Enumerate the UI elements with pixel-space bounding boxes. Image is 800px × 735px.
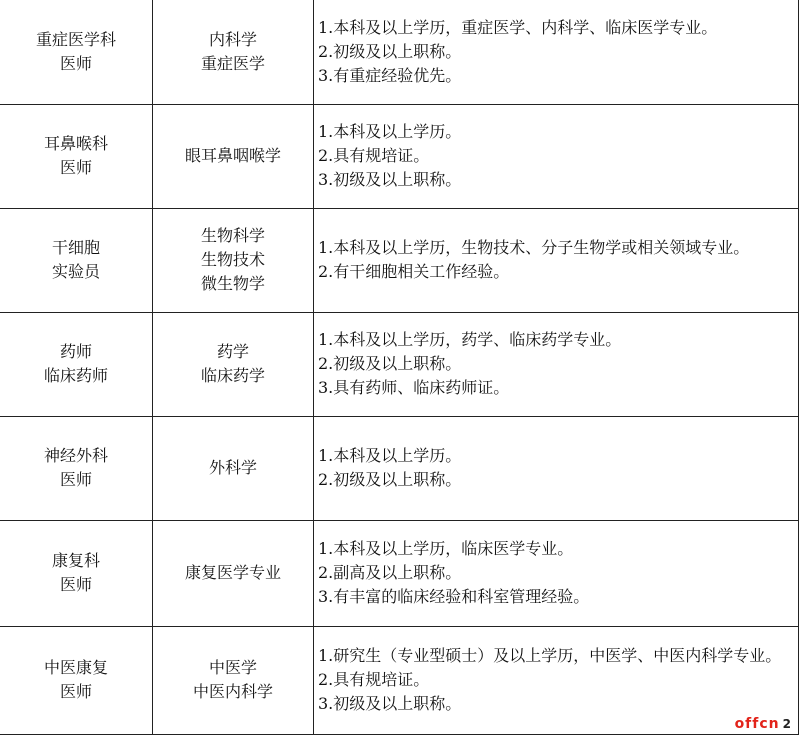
requirement-item: 2.初级及以上职称。 [318,470,462,489]
requirement-item: 3.有重症经验优先。 [318,65,462,85]
major-item: 眼耳鼻咽喉学 [184,146,281,165]
major-item: 中医内科学 [192,682,273,701]
requirement-item: 1.本科及以上学历，生物技术、分子生物学或相关领域专业。 [318,238,750,257]
table-row [0,520,799,626]
position-name: 康复科 [51,551,100,570]
requirement-item: 2.副高及以上职称。 [318,563,462,582]
position-cell [0,104,153,208]
major-cell [153,312,314,416]
table-row [0,208,799,312]
position-cell [0,416,153,520]
major-item: 内科学 [208,29,257,49]
major-item: 重症医学 [200,53,265,73]
requirement-item: 2.初级及以上职称。 [318,354,462,373]
position-cell [0,520,153,626]
position-title: 医师 [59,575,92,594]
requirement-item: 1.本科及以上学历。 [318,446,462,465]
position-name: 耳鼻喉科 [43,134,108,153]
requirements-cell [314,312,799,416]
requirement-item: 1.本科及以上学历，临床医学专业。 [318,539,574,558]
position-title: 医师 [59,53,92,73]
major-cell [153,626,314,734]
major-item: 微生物学 [200,274,265,293]
major-item: 生物技术 [200,250,265,269]
position-title: 医师 [59,470,92,489]
position-name: 重症医学科 [35,29,116,49]
position-cell [0,208,153,312]
table-row [0,0,799,104]
major-item: 临床药学 [200,366,265,385]
major-item: 外科学 [208,458,257,477]
watermark-logo [735,716,792,732]
major-cell [153,416,314,520]
requirement-item: 2.具有规培证。 [318,146,430,165]
position-title: 实验员 [51,262,100,281]
major-cell [153,520,314,626]
requirement-item: 2.有干细胞相关工作经验。 [318,262,510,281]
position-name: 神经外科 [43,446,108,465]
position-name: 药师 [59,342,92,361]
requirement-item: 1.本科及以上学历，药学、临床药学专业。 [318,330,622,349]
requirement-item: 3.初级及以上职称。 [318,694,462,713]
position-title: 临床药师 [43,366,108,385]
major-cell [153,0,314,104]
requirement-item: 3.初级及以上职称。 [318,170,462,189]
watermark-brand: offcn [734,716,780,732]
position-title: 医师 [59,158,92,177]
requirements-cell [314,208,799,312]
table-row [0,626,799,734]
requirements-cell [314,416,799,520]
major-cell [153,208,314,312]
requirement-item: 1.研究生（专业型硕士）及以上学历，中医学、中医内科学专业。 [318,646,782,665]
requirements-cell [314,626,799,734]
position-name: 干细胞 [51,238,100,257]
page-number: 2 [782,717,792,731]
position-cell [0,312,153,416]
position-cell [0,626,153,734]
major-item: 康复医学专业 [184,563,281,582]
major-item: 药学 [216,342,249,361]
requirements-cell [314,520,799,626]
requirement-item: 2.初级及以上职称。 [318,41,462,61]
requirement-item: 2.具有规培证。 [318,670,430,689]
table-row [0,104,799,208]
requirement-item: 3.有丰富的临床经验和科室管理经验。 [318,587,590,606]
table-row [0,416,799,520]
major-item: 中医学 [208,658,257,677]
requirement-item: 1.本科及以上学历，重症医学、内科学、临床医学专业。 [318,17,718,37]
requirements-cell [314,104,799,208]
table-row [0,312,799,416]
major-cell [153,104,314,208]
requirements-cell [314,0,799,104]
requirement-item: 1.本科及以上学历。 [318,122,462,141]
position-name: 中医康复 [43,658,108,677]
major-item: 生物科学 [200,226,265,245]
position-cell [0,0,153,104]
requirement-item: 3.具有药师、临床药师证。 [318,378,510,397]
position-title: 医师 [59,682,92,701]
